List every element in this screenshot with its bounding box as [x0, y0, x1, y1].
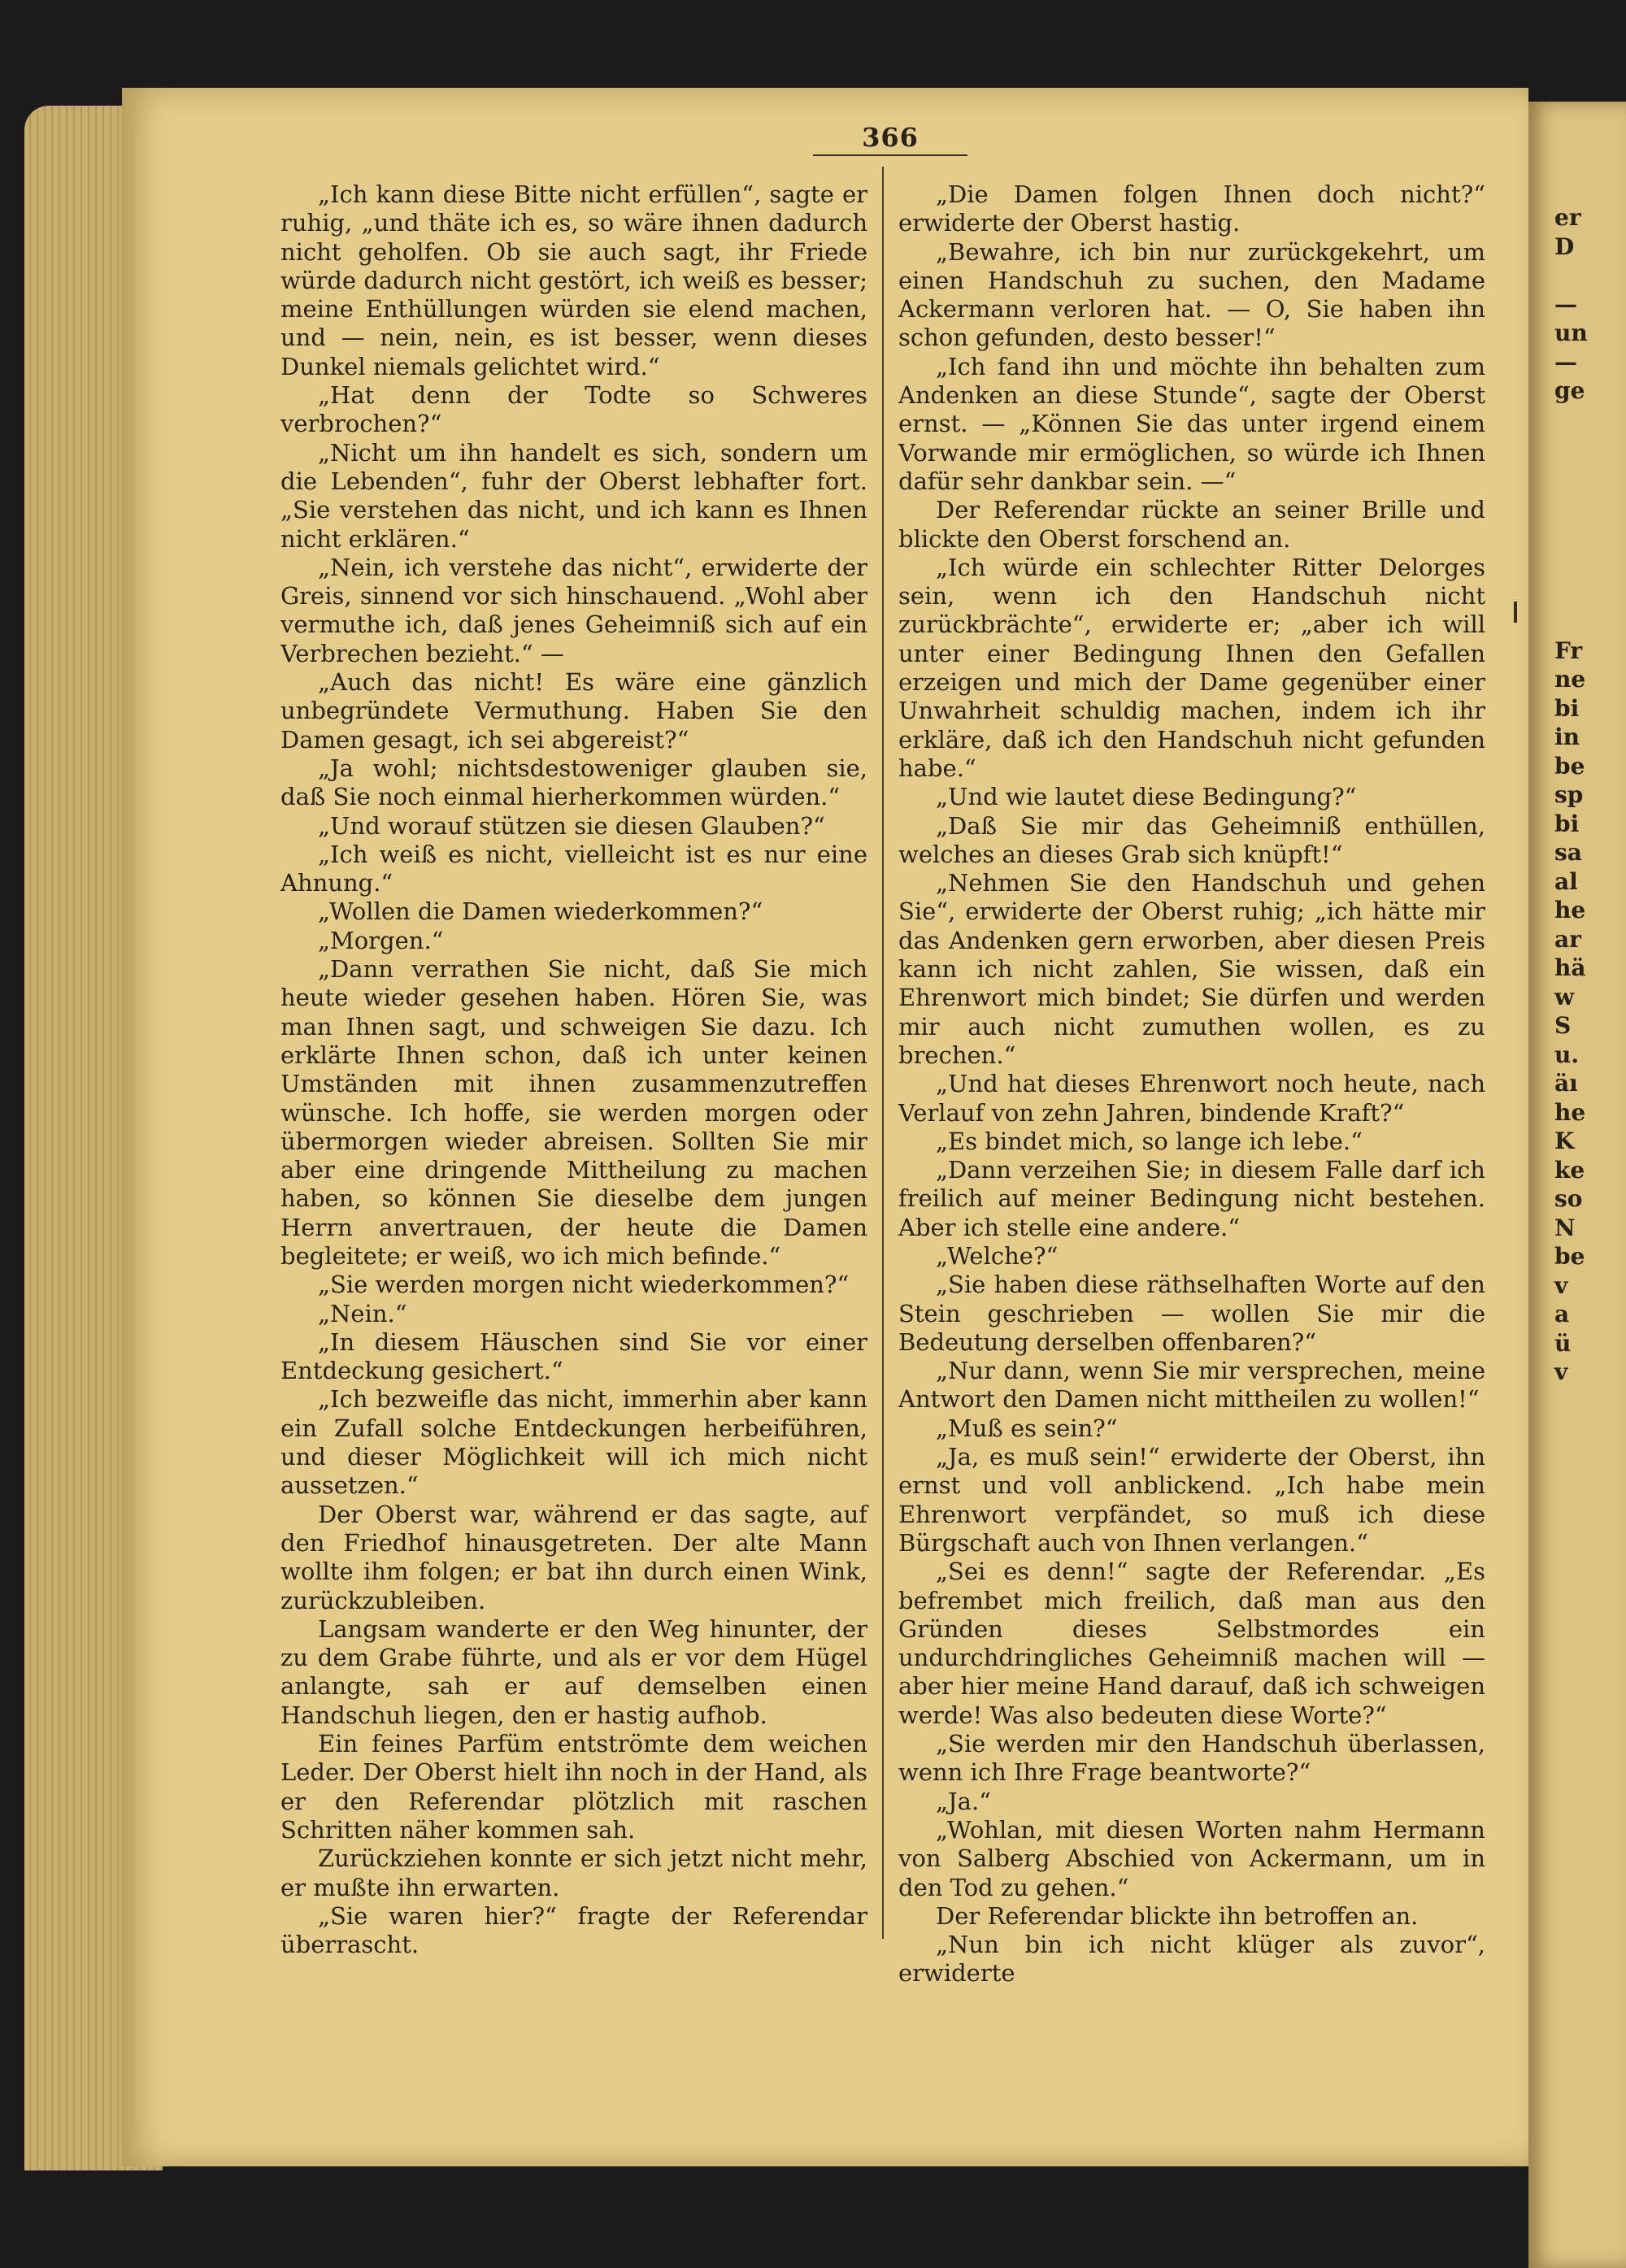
next-page-fragment: bi [1554, 810, 1580, 837]
next-page-fragment: Fr [1554, 637, 1583, 664]
next-page-fragment: he [1554, 1098, 1586, 1126]
next-page-fragment [1528, 521, 1626, 550]
right-column-paragraph: „Nur dann, wenn Sie mir versprechen, meine Antwort den Damen nicht mittheilen zu wollen!“ [898, 1357, 1485, 1414]
next-page-fragment: so [1554, 1185, 1583, 1212]
right-column-paragraph: „Daß Sie mir das Geheimniß enthüllen, welches an dieses Grab sich knüpft!“ [898, 811, 1485, 868]
next-page-fragment: — [1554, 290, 1577, 318]
right-column-paragraph: „Die Damen folgen Ihnen doch nicht?“ erwiderte der Oberst hastig. [898, 180, 1485, 237]
next-page-fragment: äı [1554, 1070, 1578, 1097]
next-page-fragment: hä [1554, 954, 1586, 981]
right-column-paragraph: „Und wie lautet diese Bedingung?“ [936, 783, 1357, 811]
next-page-fragment: bi [1554, 694, 1580, 722]
next-page-fragment: in [1554, 723, 1580, 750]
right-column-paragraph: „Welche?“ [936, 1241, 1059, 1270]
next-page-fragment: ke [1554, 1156, 1585, 1184]
left-column-paragraph: Langsam wanderte er den Weg hinunter, der zu dem Grabe führte, und als er vor dem Hügel anlangte, sah er auf demselben einen Handschuh liegen, den er hastig aufhob. [280, 1614, 867, 1729]
next-page-fragment: D [1554, 232, 1575, 260]
right-column-paragraph: „Und hat dieses Ehrenwort noch heute, nach Verlauf von zehn Jahren, bindende Kraft?“ [898, 1070, 1485, 1127]
right-column-paragraph: „Ja.“ [936, 1787, 991, 1815]
next-page-fragment: he [1554, 897, 1586, 923]
header-rule [813, 154, 967, 156]
right-text-column [898, 180, 1485, 1988]
next-page-fragment: ü [1554, 1329, 1572, 1357]
next-page-fragment [1528, 406, 1626, 435]
page-number: 366 [862, 122, 919, 153]
left-column-paragraph: „Nein.“ [318, 1299, 407, 1327]
next-page-fragment [1528, 550, 1626, 579]
right-column-paragraph: „Sie werden mir den Handschuh überlassen, wenn ich Ihre Frage beantworte?“ [898, 1730, 1485, 1787]
next-page-fragment: sa [1554, 839, 1582, 866]
next-page-fragment: ge [1554, 377, 1585, 404]
next-page-fragment: ar [1554, 925, 1581, 953]
next-page-fragment: — [1554, 348, 1577, 376]
right-column-paragraph: „Ja, es muß sein!“ erwiderte der Oberst, ihn ernst und voll anblickend. „Ich habe mein Ehrenwort verpfändet, so muß ich diese Bürgschaft auch von Ihnen verlangen.“ [898, 1443, 1485, 1557]
right-column-paragraph: „Wohlan, mit diesen Worten nahm Hermann von Salberg Abschied von Ackermann, um in den Tod zu gehen.“ [898, 1815, 1485, 1901]
right-column-paragraph: „Muß es sein?“ [936, 1414, 1118, 1442]
left-column-paragraph: „Morgen.“ [318, 926, 444, 954]
next-page-fragment: be [1554, 1243, 1585, 1270]
left-text-column [280, 180, 867, 1959]
next-page-fragment: K [1554, 1127, 1575, 1154]
next-page-fragment [1528, 492, 1626, 521]
right-column-paragraph: „Dann verzeihen Sie; in diesem Falle darf ich freilich auf meiner Bedingung nicht bestehen. Aber ich stelle eine andere.“ [898, 1156, 1485, 1241]
left-column-paragraph: „Ja wohl; nichtsdestoweniger glauben sie, daß Sie noch einmal hierherkommen würden.“ [280, 754, 867, 811]
next-page-fragment: S [1554, 1012, 1572, 1039]
margin-mark [1514, 602, 1517, 623]
left-column-paragraph: Ein feines Parfüm entströmte dem weichen Leder. Der Oberst hielt ihn noch in der Hand, als er den Referendar plötzlich mit raschen Schritten näher kommen sah. [280, 1730, 867, 1844]
next-page-fragment: v [1554, 1271, 1568, 1299]
left-column-paragraph: „Ich weiß es nicht, vielleicht ist es nur eine Ahnung.“ [280, 840, 867, 897]
next-page-fragment: u. [1554, 1041, 1580, 1068]
right-column-paragraph: „Bewahre, ich bin nur zurückgekehrt, um einen Handschuh zu suchen, den Madame Ackermann verloren hat. — O, Sie haben ihn schon gefunden, desto besser!“ [898, 237, 1485, 352]
left-column-paragraph: „Dann verrathen Sie nicht, daß Sie mich heute wieder gesehen haben. Hören Sie, was man Ihnen sagt, und schweigen Sie dazu. Ich erklärte Ihnen schon, daß ich unter keinen Umständen mit ihnen zusammenzutreffen wünsche. Ich hoffe, sie werden morgen oder übermorgen wieder abreisen. Sollten Sie mir aber eine dringende Mittheilung zu machen haben, so können Sie dieselbe dem jungen Herrn anvertrauen, der heute die Damen begleitete; er weiß, wo ich mich befinde.“ [280, 955, 867, 1270]
right-column-paragraph: „Sie haben diese räthselhaften Worte auf den Stein geschrieben — wollen Sie mir die Bedeutung derselben offenbaren?“ [898, 1271, 1485, 1356]
next-page-fragment: un [1554, 319, 1588, 346]
left-column-paragraph: Zurückziehen konnte er sich jetzt nicht mehr, er mußte ihn erwarten. [280, 1844, 867, 1901]
left-column-paragraph: Der Oberst war, während er das sagte, auf den Friedhof hinausgetreten. Der alte Mann wollte ihm folgen; er bat ihn durch einen Wink, zurückzubleiben. [280, 1500, 867, 1614]
right-column-paragraph: „Es bindet mich, so lange ich lebe.“ [936, 1127, 1363, 1155]
next-page-fragment: be [1554, 752, 1585, 780]
next-page-fragment [1528, 463, 1626, 493]
right-column-paragraph: Der Referendar rückte an seiner Brille und blickte den Oberst forschend an. [898, 496, 1485, 553]
left-column-paragraph: „Und worauf stützen sie diesen Glauben?“ [318, 811, 825, 840]
left-column-paragraph: „Hat denn der Todte so Schweres verbrochen?“ [280, 381, 867, 438]
next-page-fragment: a [1554, 1301, 1570, 1327]
right-column-paragraph: „Ich fand ihn und möchte ihn behalten zum Andenken an diese Stunde“, sagte der Oberst ernst. — „Können Sie das unter irgend einem Vorwande mir ermöglichen, so würde ich Ihnen dafür sehr dankbar sein. —“ [898, 352, 1485, 495]
left-column-paragraph: „Wollen die Damen wiederkommen?“ [318, 897, 763, 926]
next-page-fragment: sp [1554, 781, 1584, 808]
next-page-fragment: al [1554, 867, 1578, 895]
next-page-fragment: N [1554, 1214, 1576, 1241]
right-column-paragraph: „Nun bin ich nicht klüger als zuvor“, erwiderte [898, 1931, 1485, 1988]
left-column-paragraph: „Ich kann diese Bitte nicht erfüllen“, sagte er ruhig, „und thäte ich es, so wäre ihnen dadurch nicht geholfen. Ob sie auch sagt, ihr Friede würde dadurch nicht gestört, ich weiß es besser; meine Enthüllungen würden sie elend machen, und — nein, nein, es ist besser, wenn dieses Dunkel niemals gelichtet wird.“ [280, 180, 867, 380]
next-page-fragment: w [1554, 983, 1575, 1010]
next-page-fragment [1528, 607, 1626, 637]
next-page-fragment: ne [1554, 666, 1586, 693]
next-page-fragment: v [1554, 1358, 1568, 1385]
next-page-fragment: er [1554, 204, 1581, 231]
right-column-paragraph: „Nehmen Sie den Handschuh und gehen Sie“, erwiderte der Oberst ruhig; „ich hätte mir das Andenken gern erworben, aber diesen Preis kann ich nicht zahlen, Sie wissen, daß ein Ehrenwort mich bindet; Sie dürfen und werden mir auch nicht zumuthen wollen, es zu brechen.“ [898, 869, 1485, 1069]
left-column-paragraph: „Sie werden morgen nicht wiederkommen?“ [318, 1271, 850, 1299]
right-column-paragraph: „Ich würde ein schlechter Ritter Delorges sein, wenn ich den Handschuh nicht zurückbrächte“, erwiderte er; „aber ich will unter einer Bedingung Ihnen den Gefallen erzeigen und mich der Dame gegenüber einer Unwahrheit schuldig machen, indem ich ihr erkläre, daß ich den Handschuh nicht gefunden habe.“ [898, 553, 1485, 782]
next-page-fragment [1528, 579, 1626, 608]
left-column-paragraph: „Ich bezweifle das nicht, immerhin aber kann ein Zufall solche Entdeckungen herbeiführen, und dieser Möglichkeit will ich mich nicht aussetzen.“ [280, 1385, 867, 1500]
left-column-paragraph: „Nicht um ihn handelt es sich, sondern um die Lebenden“, fuhr der Oberst lebhafter fort. „Sie verstehen das nicht, und ich kann es Ihnen nicht erklären.“ [280, 438, 867, 553]
next-page-fragment [1528, 261, 1626, 290]
right-column-paragraph: Der Referendar blickte ihn betroffen an. [936, 1901, 1419, 1930]
left-column-paragraph: „Nein, ich verstehe das nicht“, erwiderte der Greis, sinnend vor sich hinschauend. „Wohl aber vermuthe ich, daß jenes Geheimniß sich auf ein Verbrechen bezieht.“ — [280, 553, 867, 667]
next-page-edge [1528, 102, 1626, 2268]
left-column-paragraph: „In diesem Häuschen sind Sie vor einer Entdeckung gesichert.“ [280, 1327, 867, 1385]
left-column-paragraph: „Sie waren hier?“ fragte der Referendar überrascht. [280, 1901, 867, 1959]
column-divider [882, 167, 884, 1939]
left-column-paragraph: „Auch das nicht! Es wäre eine gänzlich unbegründete Vermuthung. Haben Sie den Damen gesagt, ich sei abgereist?“ [280, 668, 867, 754]
next-page-fragment [1528, 434, 1626, 463]
right-column-paragraph: „Sei es denn!“ sagte der Referendar. „Es befrembet mich freilich, daß man aus den Gründen dieses Selbstmordes ein undurchdringliches Geheimniß machen will — aber hier meine Hand darauf, daß ich schweigen werde! Was also bedeuten diese Worte?“ [898, 1558, 1485, 1729]
